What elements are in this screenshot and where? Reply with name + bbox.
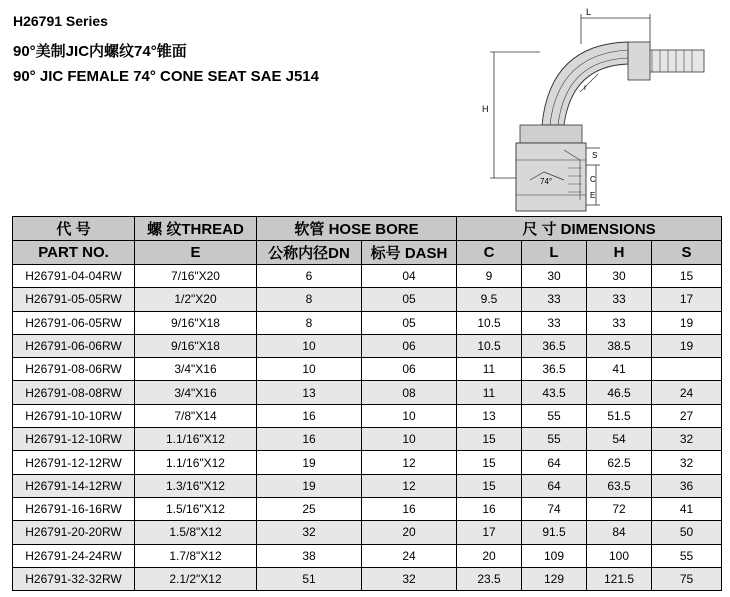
part-en-header: PART NO. xyxy=(13,241,135,265)
s-cell: 36 xyxy=(652,474,722,497)
thread-cell: 1.7/8"X12 xyxy=(135,544,257,567)
dn-cell: 6 xyxy=(257,265,362,288)
dn-cell: 10 xyxy=(257,358,362,381)
s-cell: 32 xyxy=(652,428,722,451)
thread-cell: 7/8"X14 xyxy=(135,404,257,427)
h-cell: 54 xyxy=(587,428,652,451)
dash-cell: 20 xyxy=(362,521,457,544)
thread-cell: 1.3/16"X12 xyxy=(135,474,257,497)
s-cell: 32 xyxy=(652,451,722,474)
dn-cell: 19 xyxy=(257,451,362,474)
part-no-cell: H26791-10-10RW xyxy=(13,404,135,427)
c-cell: 11 xyxy=(457,381,522,404)
s-cell: 17 xyxy=(652,288,722,311)
l-cell: 36.5 xyxy=(522,334,587,357)
thread-e-header: E xyxy=(135,241,257,265)
dash-cell: 06 xyxy=(362,334,457,357)
h-cell: 121.5 xyxy=(587,567,652,590)
dash-header: 标号 DASH xyxy=(362,241,457,265)
dash-cell: 05 xyxy=(362,311,457,334)
part-no-cell: H26791-32-32RW xyxy=(13,567,135,590)
dash-cell: 06 xyxy=(362,358,457,381)
specification-table xyxy=(12,216,722,591)
part-no-cell: H26791-24-24RW xyxy=(13,544,135,567)
s-cell xyxy=(652,358,722,381)
s-cell: 24 xyxy=(652,381,722,404)
h-cell: 51.5 xyxy=(587,404,652,427)
h-cell: 100 xyxy=(587,544,652,567)
l-cell: 33 xyxy=(522,311,587,334)
dn-cell: 32 xyxy=(257,521,362,544)
elbow-fitting-drawing xyxy=(480,0,720,212)
part-no-cell: H26791-14-12RW xyxy=(13,474,135,497)
table-row xyxy=(13,544,722,567)
dash-cell: 04 xyxy=(362,265,457,288)
s-cell: 19 xyxy=(652,334,722,357)
c-cell: 9 xyxy=(457,265,522,288)
l-cell: 36.5 xyxy=(522,358,587,381)
c-cell: 15 xyxy=(457,428,522,451)
part-no-cell: H26791-06-05RW xyxy=(13,311,135,334)
table-row xyxy=(13,358,722,381)
dash-cell: 08 xyxy=(362,381,457,404)
h-cell: 33 xyxy=(587,288,652,311)
label-h: H xyxy=(482,104,489,114)
thread-cell: 1.5/8"X12 xyxy=(135,521,257,544)
thread-cell: 1.5/16"X12 xyxy=(135,497,257,520)
table-row xyxy=(13,567,722,590)
dn-cell: 16 xyxy=(257,428,362,451)
thread-cell: 9/16"X18 xyxy=(135,311,257,334)
thread-cell: 7/16"X20 xyxy=(135,265,257,288)
dash-cell: 12 xyxy=(362,474,457,497)
dn-cell: 38 xyxy=(257,544,362,567)
s-cell: 27 xyxy=(652,404,722,427)
part-no-cell: H26791-06-06RW xyxy=(13,334,135,357)
table-row xyxy=(13,521,722,544)
l-cell: 91.5 xyxy=(522,521,587,544)
table-row xyxy=(13,311,722,334)
dash-cell: 05 xyxy=(362,288,457,311)
h-header: H xyxy=(587,241,652,265)
label-c: C xyxy=(590,175,596,184)
dash-cell: 12 xyxy=(362,451,457,474)
dn-cell: 16 xyxy=(257,404,362,427)
l-cell: 55 xyxy=(522,404,587,427)
table-body xyxy=(13,265,722,591)
l-cell: 33 xyxy=(522,288,587,311)
l-cell: 129 xyxy=(522,567,587,590)
label-s: S xyxy=(592,151,598,160)
table-row xyxy=(13,474,722,497)
table-row xyxy=(13,265,722,288)
part-no-cell: H26791-12-10RW xyxy=(13,428,135,451)
c-cell: 20 xyxy=(457,544,522,567)
label-e: E xyxy=(590,191,596,200)
part-no-cell: H26791-12-12RW xyxy=(13,451,135,474)
label-r: r xyxy=(584,83,587,92)
thread-header: 螺 纹THREAD xyxy=(135,217,257,241)
part-no-cell: H26791-08-06RW xyxy=(13,358,135,381)
c-cell: 9.5 xyxy=(457,288,522,311)
h-cell: 46.5 xyxy=(587,381,652,404)
table-row xyxy=(13,451,722,474)
part-no-cell: H26791-16-16RW xyxy=(13,497,135,520)
l-cell: 74 xyxy=(522,497,587,520)
l-cell: 30 xyxy=(522,265,587,288)
l-cell: 43.5 xyxy=(522,381,587,404)
dash-cell: 16 xyxy=(362,497,457,520)
s-cell: 19 xyxy=(652,311,722,334)
part-cn-header: 代 号 xyxy=(13,217,135,241)
thread-cell: 3/4"X16 xyxy=(135,381,257,404)
s-cell: 41 xyxy=(652,497,722,520)
dn-cell: 8 xyxy=(257,311,362,334)
s-cell: 55 xyxy=(652,544,722,567)
h-cell: 63.5 xyxy=(587,474,652,497)
table-row xyxy=(13,288,722,311)
hose-bore-header: 软管 HOSE BORE xyxy=(257,217,457,241)
thread-cell: 2.1/2"X12 xyxy=(135,567,257,590)
l-header: L xyxy=(522,241,587,265)
l-cell: 64 xyxy=(522,451,587,474)
s-cell: 50 xyxy=(652,521,722,544)
chinese-title: 90°美制JIC内螺纹74°锥面 xyxy=(13,43,187,60)
dimensions-header: 尺 寸 DIMENSIONS xyxy=(457,217,722,241)
l-cell: 109 xyxy=(522,544,587,567)
dash-cell: 10 xyxy=(362,428,457,451)
l-cell: 64 xyxy=(522,474,587,497)
c-cell: 15 xyxy=(457,451,522,474)
dash-cell: 32 xyxy=(362,567,457,590)
h-cell: 72 xyxy=(587,497,652,520)
table-row xyxy=(13,334,722,357)
table-row xyxy=(13,497,722,520)
h-cell: 62.5 xyxy=(587,451,652,474)
part-no-cell: H26791-05-05RW xyxy=(13,288,135,311)
dn-cell: 51 xyxy=(257,567,362,590)
c-header: C xyxy=(457,241,522,265)
c-cell: 10.5 xyxy=(457,311,522,334)
dn-cell: 19 xyxy=(257,474,362,497)
dash-cell: 10 xyxy=(362,404,457,427)
c-cell: 11 xyxy=(457,358,522,381)
table-row xyxy=(13,404,722,427)
series-title: H26791 Series xyxy=(13,13,108,29)
thread-cell: 9/16"X18 xyxy=(135,334,257,357)
label-l: L xyxy=(586,7,592,17)
label-angle: 74° xyxy=(540,177,553,186)
dn-cell: 8 xyxy=(257,288,362,311)
c-cell: 23.5 xyxy=(457,567,522,590)
c-cell: 13 xyxy=(457,404,522,427)
c-cell: 17 xyxy=(457,521,522,544)
s-cell: 75 xyxy=(652,567,722,590)
s-header: S xyxy=(652,241,722,265)
part-no-cell: H26791-08-08RW xyxy=(13,381,135,404)
part-no-cell: H26791-04-04RW xyxy=(13,265,135,288)
table-row xyxy=(13,428,722,451)
c-cell: 15 xyxy=(457,474,522,497)
dn-header: 公称内径DN xyxy=(257,241,362,265)
dash-cell: 24 xyxy=(362,544,457,567)
h-cell: 30 xyxy=(587,265,652,288)
dn-cell: 25 xyxy=(257,497,362,520)
h-cell: 41 xyxy=(587,358,652,381)
c-cell: 10.5 xyxy=(457,334,522,357)
thread-cell: 3/4"X16 xyxy=(135,358,257,381)
table-row xyxy=(13,381,722,404)
thread-cell: 1/2"X20 xyxy=(135,288,257,311)
dn-cell: 13 xyxy=(257,381,362,404)
h-cell: 38.5 xyxy=(587,334,652,357)
english-title: 90° JIC FEMALE 74° CONE SEAT SAE J514 xyxy=(13,68,319,85)
l-cell: 55 xyxy=(522,428,587,451)
s-cell: 15 xyxy=(652,265,722,288)
h-cell: 33 xyxy=(587,311,652,334)
h-cell: 84 xyxy=(587,521,652,544)
thread-cell: 1.1/16"X12 xyxy=(135,451,257,474)
thread-cell: 1.1/16"X12 xyxy=(135,428,257,451)
dn-cell: 10 xyxy=(257,334,362,357)
c-cell: 16 xyxy=(457,497,522,520)
part-no-cell: H26791-20-20RW xyxy=(13,521,135,544)
